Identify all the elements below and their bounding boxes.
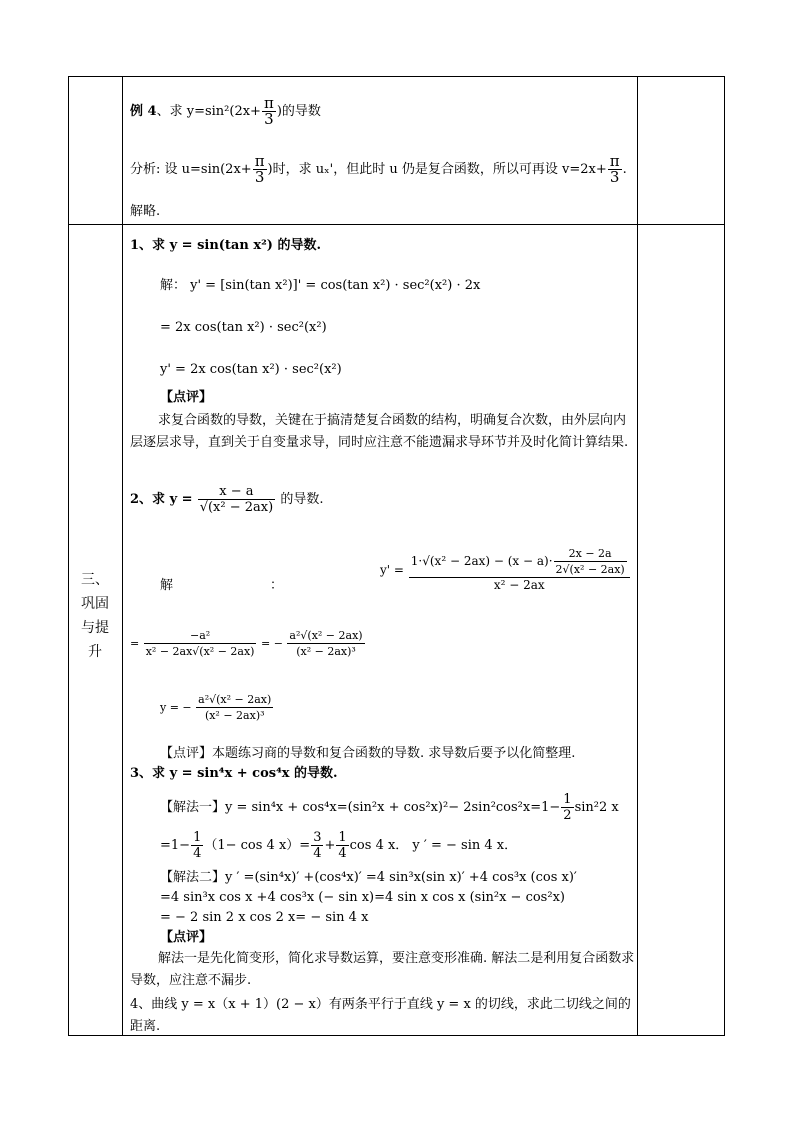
pi-over-3-fraction-2: $\frac{\pi}{3}$ [254, 152, 265, 186]
p1-step1: 解： y' = [sin(tan x²)]' = cos(tan x²) · sec²(x²) · 2x [160, 278, 481, 293]
p2-derivative-fraction: 1·√(x² − 2ax) − (x − a)· $\frac{2x - 2a}{\text{2√(x² − 2ax)}}$ x² − 2ax [409, 546, 630, 593]
p1-step3: y' = 2x cos(tan x²) · sec²(x²) [160, 362, 342, 377]
p3-method2-line1: 【解法二】y ′ =(sin⁴x)′ +(cos⁴x)′ =4 sin³x(sin x)′ +4 cos³x (cos x)′ [160, 870, 577, 885]
p2-sol-label: 解 [160, 578, 174, 593]
table-border-left [68, 76, 69, 1036]
example4-analysis: 分析: 设 u=sin(2x+ $\frac{\pi}{3}$ )时，求 uₓ'，但此时 u 仍是复合函数，所以可再设 v=2x+ $\frac{\pi}{3}$ . [130, 152, 627, 186]
p2-derivative: y' = 1·√(x² − 2ax) − (x − a)· $\frac{2x - 2a}{\text{2√(x² − 2ax)}}$ x² − 2ax [380, 546, 631, 593]
table-divider-2 [637, 76, 638, 1036]
p3-three-quarter-fraction: $\frac{3}{4}$ [313, 830, 322, 861]
p3-quarter-fraction-2: $\frac{1}{4}$ [338, 830, 347, 861]
table-border-top [68, 76, 725, 77]
section-label [68, 568, 122, 664]
p3-method1-line1: 【解法一】y = sin⁴x + cos⁴x=(sin²x + cos²x)²− 2sin²cos²x=1− $\frac{1}{2}$ sin²2 x [160, 792, 619, 823]
p2-line3-fraction: $\frac{\text{a²√(x² − 2ax)}}{\text{(x² − 2ax)³}}$ [198, 693, 272, 722]
p2-question-fraction: $\frac{x - a}{\text{√(x² − 2ax)}}$ [199, 484, 274, 515]
example4-solution: 解略. [130, 204, 161, 219]
p4-question: 4、曲线 y = x（x + 1）(2 − x）有两条平行于直线 y = x 的切线，求此二切线之间的距离. [130, 997, 631, 1034]
p3-method1-line2: =1− $\frac{1}{4}$ （1− cos 4 x）= $\frac{3}{4}$ + $\frac{1}{4}$ cos 4 x． y ′ = − sin 4 x． [160, 830, 518, 861]
p3-method2-line3: = − 2 sin 2 x cos 2 x= − sin 4 x [160, 910, 369, 925]
pi-over-3-fraction-3: $\frac{\pi}{3}$ [609, 152, 620, 186]
p3-method2-line2: =4 sin³x cos x +4 cos³x (− sin x)=4 sin x cos x (sin²x − cos²x) [160, 890, 565, 905]
p3-comment-title: 【点评】 [160, 930, 213, 945]
p1-question: 1、求 y = sin(tan x²) 的导数. [130, 238, 321, 253]
p2-line2-fraction-1: $\frac{\text{−a²}}{\text{x² − 2ax√(x² − 2ax)}}$ [145, 629, 255, 658]
p2-line2: = $\frac{\text{−a²}}{\text{x² − 2ax√(x² − 2ax)}}$ = − $\frac{\text{a²√(x² − 2ax)}}{\text{(x² − 2ax)³}}$ [130, 629, 363, 658]
table-divider-1 [122, 76, 123, 1036]
p3-quarter-fraction: $\frac{1}{4}$ [193, 830, 202, 861]
p2-line2-fraction-2: $\frac{\text{a²√(x² − 2ax)}}{\text{(x² − 2ax)³}}$ [289, 629, 363, 658]
p1-comment-text: 求复合函数的导数，关键在于搞清楚复合函数的结构，明确复合次数，由外层向内层逐层求导，直到关于自变量求导，同时应注意不能遗漏求导环节并及时化简计算结果. [130, 413, 629, 450]
lesson-table [68, 76, 725, 1036]
p2-sol-colon: ： [270, 578, 284, 593]
p2-comment: 【点评】本题练习商的导数和复合函数的导数. 求导数后要予以化简整理. [160, 746, 576, 761]
p2-line3: y = − $\frac{\text{a²√(x² − 2ax)}}{\text{(x² − 2ax)³}}$ [160, 693, 272, 722]
p2-question: 2、求 y = $\frac{x - a}{\text{√(x² − 2ax)}}$ 的导数. [130, 484, 324, 515]
p1-step2: = 2x cos(tan x²) · sec²(x²) [160, 320, 327, 335]
p3-half-fraction: $\frac{1}{2}$ [563, 792, 572, 823]
example4-label: 例 4 [130, 104, 157, 119]
table-row-divider [68, 224, 725, 225]
p1-comment-title: 【点评】 [160, 390, 213, 405]
p3-comment-text: 解法一是先化简变形，简化求导数运算，要注意变形准确. 解法二是利用复合函数求导数，应注意不漏步. [130, 951, 635, 988]
section-label-text: 三、巩固与提升 [81, 572, 109, 660]
example4-question: 例 4、求 y=sin²(2x+ $\frac{\pi}{3}$ )的导数 [130, 94, 321, 128]
pi-over-3-fraction: $\frac{\pi}{3}$ [263, 94, 274, 128]
table-border-right [724, 76, 725, 1036]
p2-inner-fraction: $\frac{2x - 2a}{\text{2√(x² − 2ax)}}$ [555, 547, 625, 576]
p3-question: 3、求 y = sin⁴x + cos⁴x 的导数. [130, 766, 338, 781]
